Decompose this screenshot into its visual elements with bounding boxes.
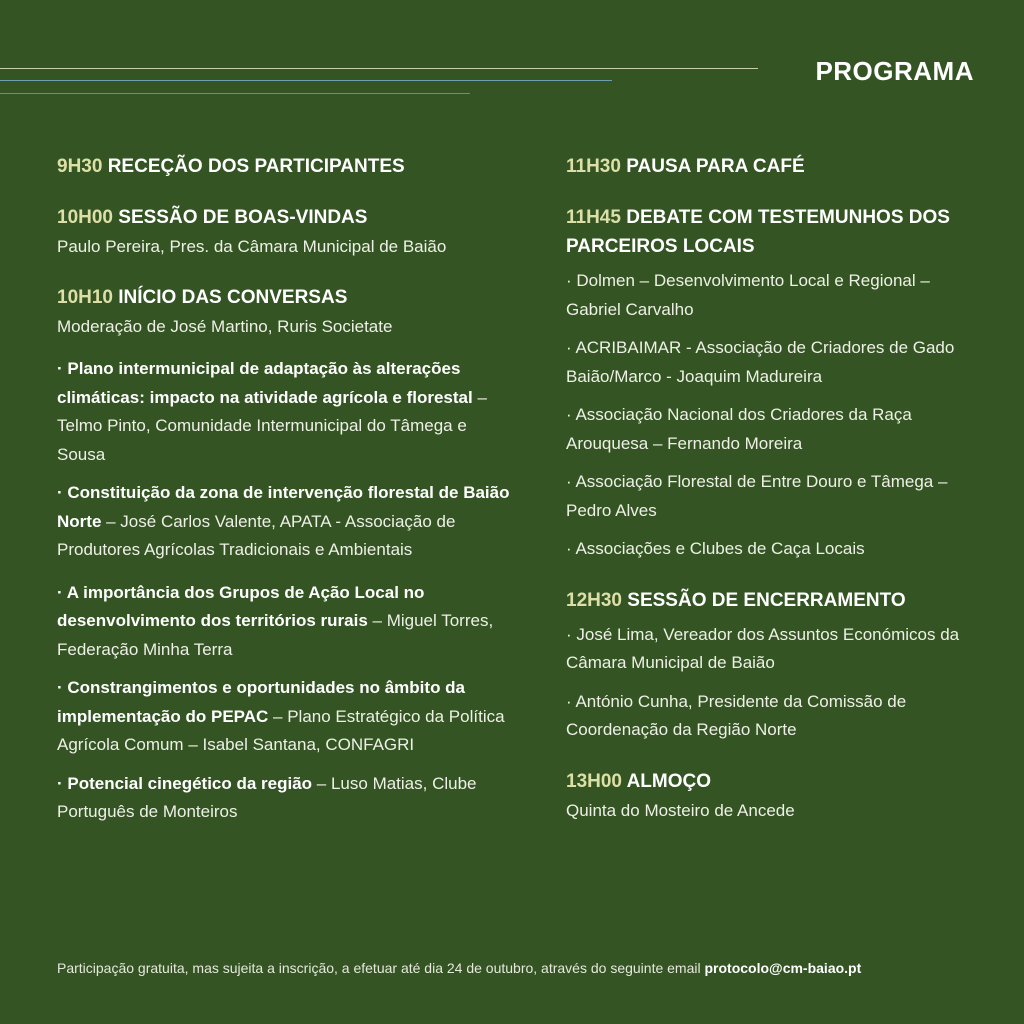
right-column [566,152,986,847]
debate-item: · Associações e Clubes de Caça Locais [566,539,865,558]
talk-speaker: – Luso Matias, Clube Português de Monteiros [57,773,477,821]
session-speaker: Paulo Pereira, Pres. da Câmara Municipal de Baião [57,237,447,256]
decorative-line-1 [0,68,758,69]
decorative-line-2 [0,80,612,81]
page-title: PROGRAMA [815,56,974,86]
session-time: 10H10 [57,287,113,308]
debate-item: · Associação Nacional dos Criadores da Raça Arouquesa – Fernando Moreira [566,405,912,453]
session-closing [566,586,986,745]
talk-title: · Constituição da zona de intervenção florestal de Baião Norte [57,483,510,531]
talk-speaker: – Miguel Torres, Federação Minha Terra [57,611,494,659]
talk-speaker: – José Carlos Valente, APATA - Associação de Produtores Agrícolas Tradicionais e Ambientais [57,511,456,559]
session-location: Quinta do Mosteiro de Ancede [566,800,795,820]
talk-item [57,479,517,565]
session-title: ALMOÇO [626,770,712,792]
talk-speaker: – Plano Estratégico da Política Agrícola Comum – Isabel Santana, CONFAGRI [57,706,505,754]
session-time: 11H30 [566,156,621,177]
talk-item [57,579,517,665]
talk-title: · Potencial cinegético da região [57,773,313,793]
talk-title: · Plano intermunicipal de adaptação às alterações climáticas: impacto na atividade agrícola e florestal [57,359,473,407]
session-time: 11H45 [566,207,621,228]
debate-item: · Dolmen – Desenvolvimento Local e Regional – Gabriel Carvalho [566,271,930,319]
session-reception [57,152,517,181]
session-moderator: Moderação de José Martino, Ruris Societate [57,317,393,336]
session-time: 10H00 [57,207,113,228]
talk-item [57,355,517,469]
footer-note [57,960,861,976]
session-debate [566,203,986,564]
session-title: PAUSA PARA CAFÉ [626,156,805,177]
session-title: DEBATE COM TESTEMUNHOS DOS PARCEIROS LOCAIS [566,207,950,257]
talk-speaker: – Telmo Pinto, Comunidade Intermunicipal do Tâmega e Sousa [57,387,487,464]
session-coffee-break [566,152,986,181]
session-conversations [57,283,517,827]
closing-item: · António Cunha, Presidente da Comissão de Coordenação da Região Norte [566,691,907,739]
footer-email[interactable]: protocolo@cm-baiao.pt [704,960,862,976]
session-title: SESSÃO DE ENCERRAMENTO [627,589,906,611]
session-title: INÍCIO DAS CONVERSAS [118,287,348,308]
session-welcome [57,203,517,261]
session-time: 9H30 [57,156,103,177]
talk-item [57,770,517,827]
footer-text: Participação gratuita, mas sujeita a inscrição, a efetuar até dia 24 de outubro, através do seguinte email [57,960,705,976]
talk-title: · Constrangimentos e oportunidades no âmbito da implementação do PEPAC [57,678,466,726]
session-title: RECEÇÃO DOS PARTICIPANTES [107,156,405,177]
debate-item: · Associação Florestal de Entre Douro e Tâmega – Pedro Alves [566,472,948,520]
debate-item: · ACRIBAIMAR - Associação de Criadores de Gado Baião/Marco - Joaquim Madureira [566,338,955,386]
talk-title: · A importância dos Grupos de Ação Local no desenvolvimento dos territórios rurais [57,582,425,630]
closing-item: · José Lima, Vereador dos Assuntos Económicos da Câmara Municipal de Baião [566,624,960,672]
session-time: 12H30 [566,589,622,611]
decorative-line-3 [0,93,470,94]
talk-item [57,674,517,760]
session-time: 13H00 [566,770,622,792]
session-lunch [566,767,986,825]
session-title: SESSÃO DE BOAS-VINDAS [118,207,368,228]
left-column [57,152,517,827]
